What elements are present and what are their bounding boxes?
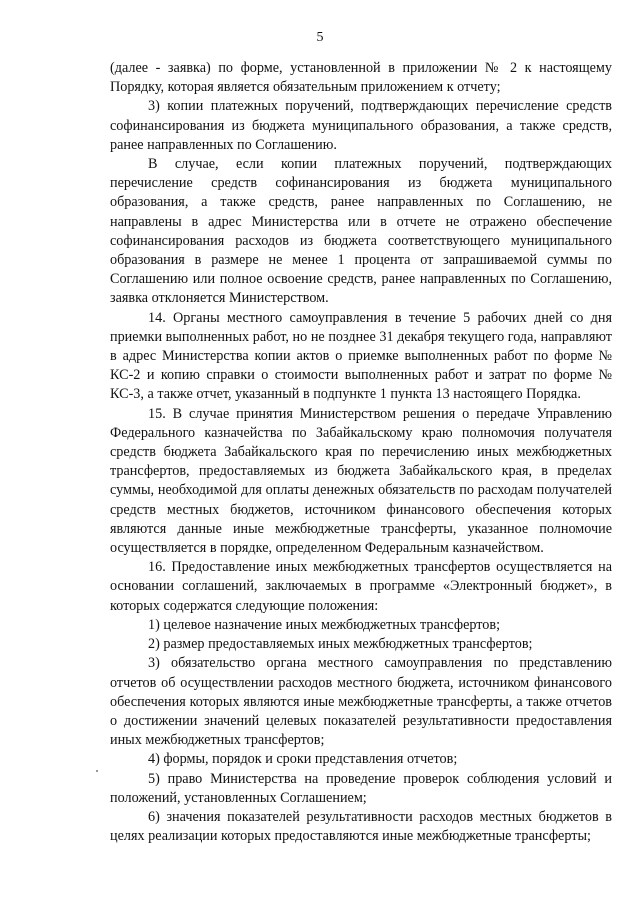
page-number: 5 — [316, 30, 324, 45]
paragraph-continuation: (далее - заявка) по форме, установленной в приложении № 2 к настоящему Порядку, которая является обязательным приложением к отчету; — [110, 60, 612, 96]
document-body — [110, 59, 612, 846]
paragraph-provision-3: 3) обязательство органа местного самоуправления по представлению отчетов об осуществлении расходов местного бюджета, источником финансового обеспечения которых являются иные межбюджетные трансферты, а также отчетов о достижении значений целевых показателей результативности предоставления иных межбюджетных трансфертов; — [110, 655, 612, 749]
paragraph-provision-4: 4) формы, порядок и сроки представления отчетов; — [148, 751, 458, 768]
paragraph-clause-15: 15. В случае принятия Министерством решения о передаче Управлению Федерального казначейства по Забайкальскому краю полномочия получателя средств бюджета Забайкальского края по перечислению иных межбюджетных трансфертов, предоставляемых из бюджета Забайкальского края, в пределах суммы, необходимой для оплаты денежных обязательств по расходам получателей средств местных бюджетов, источником финансового обеспечения которых являются данные иные межбюджетные трансферты, указанное полномочие осуществляется в порядке, определенном Федеральным казначейством. — [110, 405, 612, 557]
paragraph-provision-6: 6) значения показателей результативности расходов местных бюджетов в целях реализации которых предоставляются иные межбюджетные трансферты; — [110, 808, 612, 845]
paragraph-provision-5: 5) право Министерства на проведение проверок соблюдения условий и положений, установленных Соглашением; — [110, 770, 612, 806]
paragraph-clause-14: 14. Органы местного самоуправления в течение 5 рабочих дней со дня приемки выполненных работ, но не позднее 31 декабря текущего года, направляют в адрес Министерства копии актов о приемке выполненных работ по форме № КС-2 и копию справки о стоимости выполненных работ и затрат по форме № КС-3, а также отчет, указанный в подпункте 1 пункта 13 настоящего Порядка. — [110, 309, 612, 403]
scan-speck — [96, 770, 98, 772]
paragraph-provision-1: 1) целевое назначение иных межбюджетных трансфертов; — [148, 616, 501, 633]
paragraph-rejection-condition: В случае, если копии платежных поручений, подтверждающих перечисление средств софинансирования из бюджета муниципального образования, а также средств, ранее направленных по Соглашению, не направлены в адрес Министерства или в отчете не отражено обеспечение софинансирования расходов из бюджета соответствующего муниципального образования в размере не менее 1 процента от запрашиваемой суммы по Соглашению или полное освоение средств, ранее направленных по Соглашению, заявка отклоняется Министерством. — [110, 156, 612, 307]
paragraph-item-3-payment-orders: 3) копии платежных поручений, подтверждающих перечисление средств софинансирования из бюджета муниципального образования, а также средств, ранее направленных по Соглашению. — [110, 98, 612, 153]
paragraph-clause-16: 16. Предоставление иных межбюджетных трансфертов осуществляется на основании соглашений, заключаемых в программе «Электронный бюджет», в которых содержатся следующие положения: — [110, 559, 612, 614]
paragraph-provision-2: 2) размер предоставляемых иных межбюджетных трансфертов; — [148, 636, 533, 653]
